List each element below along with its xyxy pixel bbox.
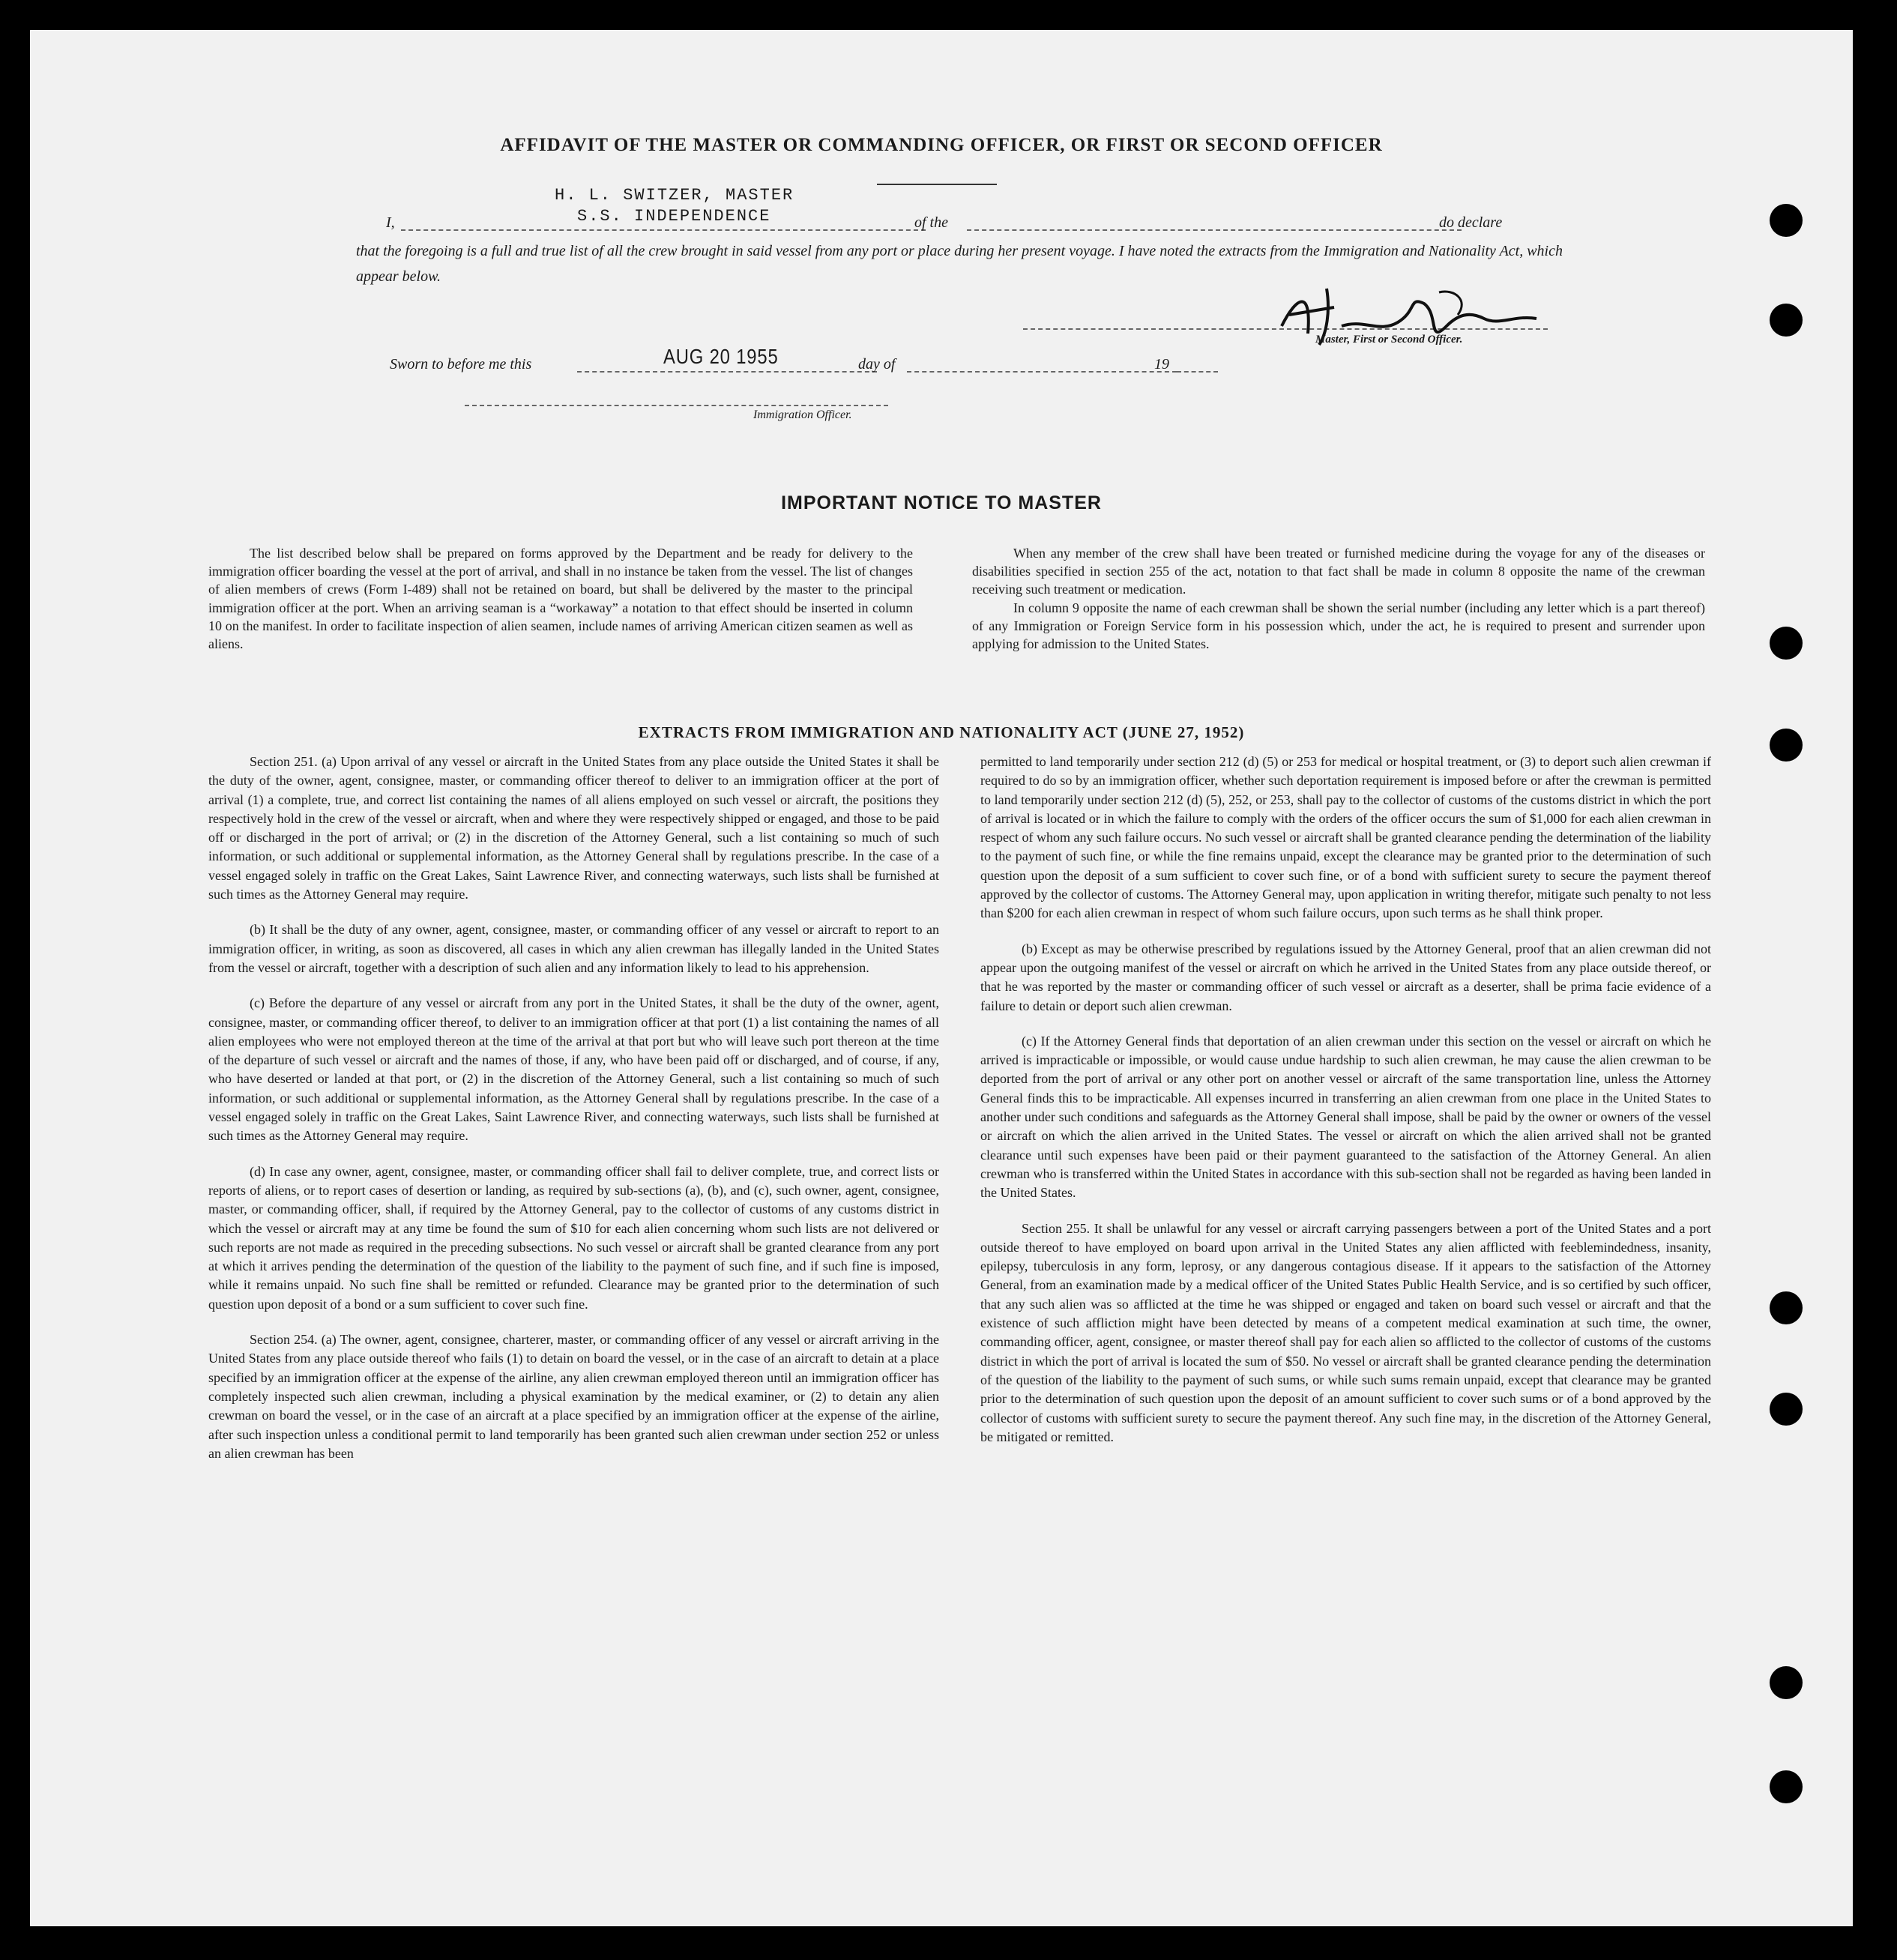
notice-left-text: The list described below shall be prepared on forms approved by the Department and be ready for delivery to the immigration officer boarding the vessel at the port of arrival, and shall in no instance be taken from the vessel. The list of changes of alien members of crews (Form I-489) shall not be retained on board, but shall be delivered by the master to the principal immigration officer at the port. When an arriving seaman is a “workaway” a notation to that effect should be inserted in column 10 on the manifest. In order to facilitate inspection of alien seamen, include names of arriving American citizen seamen as well as aliens. [208,546,913,652]
sworn-label: Sworn to before me this [390,356,532,373]
section-254-a-continued: permitted to land temporarily under section 212 (d) (5) or 253 for medical or hospital treatment, or (3) to deport such alien crewman if required to do so by an immigration officer, whether such deportation requirement is imposed before or after the crewman is permitted to land temporarily under section 212 (d) (5), 252, or 253, shall pay to the collector of customs of the customs district in which the port of arrival is located or in which the failure to comply with the orders of the officer occurs the sum of $1,000 for each alien crewman in respect of whom any such failure occurs. No such vessel or aircraft shall be granted clearance pending the determination of the liability to the payment of such fine, or while the fine remains unpaid, except the clearance may be granted prior to the determination of such question upon the deposit of a sum sufficient to cover such fine, or of a bond with sufficient surety to secure the payment thereof approved by the collector of customs. The Attorney General may, upon application in writing therefor, mitigate such penalty to not less than $200 for each alien crewman in respect of whom such failure occurs, upon such terms as he shall think proper. [980,754,1711,921]
month-line [907,371,1177,373]
punch-hole-3 [1770,627,1803,660]
officer-line [465,405,888,406]
punch-hole-2 [1770,304,1803,337]
extracts-title: EXTRACTS FROM IMMIGRATION AND NATIONALITY ACT (JUNE 27, 1952) [638,723,1245,741]
affidavit-statement: that the foregoing is a full and true list of all the crew brought in said vessel from any port or place during her present voyage. I have noted the extracts from the Immigration and Nationality Act, which appear below. [356,243,1563,285]
day-of-label: day of [858,356,896,373]
extracts-left-column [208,753,939,1480]
title-rule [877,184,997,185]
year-line [1177,371,1218,373]
punch-hole-7 [1770,1666,1803,1699]
i-label: I, [386,214,395,231]
typed-name: H. L. SWITZER, MASTER [555,186,794,205]
notice-right-column [972,544,1705,653]
of-the-label: of the [914,214,948,231]
section-251-b: (b) It shall be the duty of any owner, agent, consignee, master, or commanding officer of any vessel or aircraft to report to an immigration officer, in writing, as soon as discovered, all cases in which any alien crewman has illegally landed in the United States from the vessel or aircraft, together with a description of such alien and any information likely to lead to his apprehension. [208,922,939,975]
section-251-c: (c) Before the departure of any vessel or aircraft from any port in the United States, it shall be the duty of the owner, agent, consignee, master, or commanding officer thereof, to deliver to an immigration officer at that port (1) a list containing the names of all alien employees who were not employed thereon at the time of the arrival at that port but who will leave such port thereon at the time of the departure of such vessel or aircraft and the names of those, if any, who have been paid off or discharged, and of course, if any, who have deserted or landed at that port, or (2) in the discretion of the Attorney General, such a list containing so much of such information, or such additional or supplemental information, as the Attorney General shall by regulations prescribe. In the case of a vessel engaged solely in traffic on the Great Lakes, Saint Lawrence River, and connecting waterways, such lists shall be furnished at such times as the Attorney General may require. [208,995,939,1144]
affidavit-title: AFFIDAVIT OF THE MASTER OR COMMANDING OFFICER, OR FIRST OR SECOND OFFICER [500,135,1383,155]
punch-hole-5 [1770,1291,1803,1324]
section-255: Section 255. It shall be unlawful for any vessel or aircraft carrying passengers between a port of the United States and a port outside thereof to have employed on board upon arrival in the United States any alien afflicted with feeblemindedness, insanity, epilepsy, tuberculosis in any form, leprosy, or any dangerous contagious disease. If it appears to the satisfaction of the Attorney General, from an examination made by a medical officer of the United States Public Health Service, and is so certified by such officer, that any such alien was so afflicted at the time he was shipped or engaged and taken on board such vessel or aircraft and that the existence of such affliction might have been detected by means of a competent medical examination at such time, the owner, commanding officer, agent, consignee, or master thereof shall pay for each alien so afflicted to the collector of customs of the customs district in which the port of arrival is located the sum of $50. No vessel or aircraft shall be granted clearance pending the determination of the question of the liability to the payment of such sums, or while such sums remain unpaid, except that clearance may be granted prior to the determination of such question upon the deposit of an amount sufficient to cover such sums or of a bond approved by the collector of customs with sufficient surety to secure the payment thereof. Any such fine may, in the discretion of the Attorney General, be mitigated or remitted. [980,1220,1711,1444]
signature-caption: Master, First or Second Officer. [1315,334,1463,346]
notice-left-column [208,544,913,653]
year-label: 19 [1154,356,1169,373]
vessel-line [967,229,1462,231]
sworn-date-stamp: AUG 20 1955 [663,345,779,368]
punch-hole-8 [1770,1770,1803,1803]
section-251-a: Section 251. (a) Upon arrival of any vessel or aircraft in the United States from any place outside the United States it shall be the duty of the owner, agent, consignee, master, or commanding officer thereof to deliver to an immigration officer at the port of arrival (1) a complete, true, and correct list containing the names of all aliens employed on such vessel or aircraft, the positions they respectively hold in the crew of the vessel or aircraft, when and where they were respectively shipped or engaged, and those to be paid off or discharged in the port of arrival; or (2) in the discretion of the Attorney General, such a list containing so much of such information, or such additional or supplemental information, as the Attorney General shall by regulations prescribe. In the case of a vessel engaged solely in traffic on the Great Lakes, Saint Lawrence River, and connecting waterways, such lists shall be furnished at such times as the Attorney General may require. [208,754,939,902]
punch-hole-6 [1770,1393,1803,1426]
sworn-date-line [577,371,877,373]
section-251-d: (d) In case any owner, agent, consignee, master, or commanding officer shall fail to deliver complete, true, and correct lists or reports of aliens, or to report cases of desertion or landing, as required by sub-sections (a), (b), and (c), such owner, agent, consignee, master, or commanding officer, shall, if required by the Attorney General, pay to the collector of customs of any customs district in which the vessel or aircraft may at any time be found the sum of $10 for each alien concerning whom such lists are not delivered or such reports are not made as required in the preceding subsections. No such vessel or aircraft shall be granted clearance from any port at which it arrives pending the determination of the question of the liability to the payment of such fine, and if such fine is imposed, while it remains unpaid. No such fine shall be remitted or refunded. Clearance may be granted prior to the determination of such question upon deposit of a bond or a sum sufficient to cover such fine. [208,1163,939,1312]
notice-right-p2: In column 9 opposite the name of each crewman shall be shown the serial number (including any letter which is a part thereof) of any Immigration or Foreign Service form in his possession which, under the act, he is required to present and surrender upon applying for admission to the United States. [972,600,1705,652]
extracts-right-column [980,753,1711,1463]
document-page [30,30,1853,1926]
notice-right-p1: When any member of the crew shall have been treated or furnished medicine during the voyage for any of the diseases or disabilities specified in section 255 of the act, notation to that fact shall be made in column 8 opposite the name of the crewman receiving such treatment or medication. [972,546,1705,597]
section-254-c: (c) If the Attorney General finds that deportation of an alien crewman under this section on the vessel or aircraft on which he arrived is impracticable or impossible, or would cause undue hardship to such alien crewman, he may cause the alien crewman to be deported from the port of arrival or any other port on another vessel or aircraft of the same transportation line, unless the Attorney General finds this to be impracticable. All expenses incurred in transferring an alien crewman from one place in the United States to another under such conditions and safeguards as the Attorney General shall impose, shall be paid by the owner or owners of the vessel or aircraft on which the alien arrived in the United States. The vessel or aircraft on which the alien arrived shall not be granted clearance until such expenses have been paid or their payment guaranteed to the satisfaction of the Attorney General. An alien crewman who is transferred within the United States in accordance with this sub-section shall not be regarded as having been landed in the United States. [980,1033,1711,1201]
notice-title: IMPORTANT NOTICE TO MASTER [781,492,1102,513]
typed-vessel: S.S. INDEPENDENCE [577,207,771,226]
section-254-b: (b) Except as may be otherwise prescribed by regulations issued by the Attorney General, proof that an alien crewman did not appear upon the outgoing manifest of the vessel or aircraft on which he arrived in the United States from any place outside thereof, or that he was reported by the master or commanding officer of such vessel or aircraft as a deserter, shall be prima facie evidence of a failure to detain or deport such alien crewman. [980,941,1711,1013]
name-line [401,229,926,231]
do-declare-label: do declare [1439,214,1503,231]
section-254-a: Section 254. (a) The owner, agent, consignee, charterer, master, or commanding officer of any vessel or aircraft arriving in the United States from any place outside thereof who fails (1) to detain on board the vessel, or in the case of an aircraft to detain at a place specified by an immigration officer at the expense of the airline, any alien crewman employed thereon until an immigration officer has completely inspected such alien crewman, including a physical examination by the medical examiner, or (2) to detain any alien crewman on board the vessel, or in the case of an aircraft at a place specified by an immigration officer at the expense of the airline, after such inspection unless a conditional permit to land temporarily has been granted such alien crewman under section 252 or unless an alien crewman has been [208,1332,939,1461]
immigration-officer-label: Immigration Officer. [753,408,852,421]
punch-hole-1 [1770,204,1803,237]
